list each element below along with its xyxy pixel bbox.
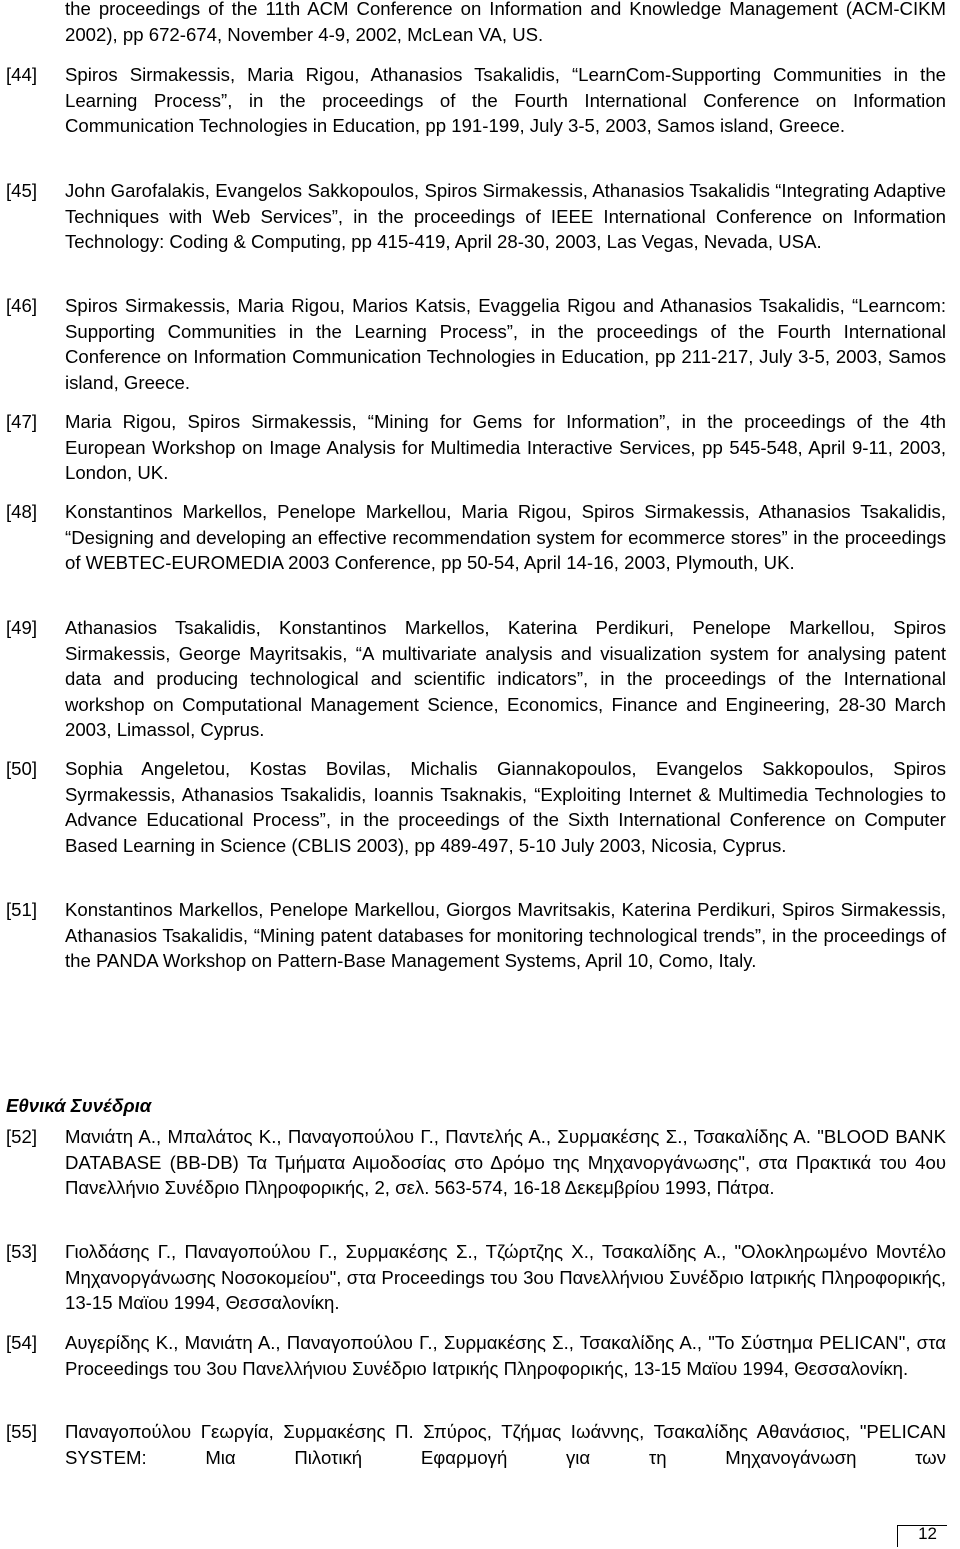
reference-text: Konstantinos Markellos, Penelope Markellou, Maria Rigou, Spiros Sirmakessis, Athanasios Tsakalidis, “Designing and developing an effective recommendation system for ecommerce stores” in the proceedings of WEBTEC-EUROMEDIA 2003 Conference, pp 50-54, April 14-16, 2003, Plymouth, UK.: [65, 501, 946, 573]
reference-number: [54]: [6, 1332, 38, 1353]
reference-number: [49]: [6, 617, 38, 638]
reference-text: Spiros Sirmakessis, Maria Rigou, Marios Katsis, Evaggelia Rigou and Athanasios Tsakalidis, “Learncom: Supporting Communities in the Learning Process”, in the proceedings of the Fourth International Conference on Information Communication Technologies in Education, pp 211-217, July 3-5, 2003, Samos island, Greece.: [65, 295, 946, 393]
page-number: 12: [918, 1524, 937, 1543]
page-number-box: [897, 1525, 947, 1547]
reference-number: [47]: [6, 411, 38, 432]
reference-text: Sophia Angeletou, Kostas Bovilas, Michalis Giannakopoulos, Evangelos Sakkopoulos, Spiros Syrmakessis, Athanasios Tsakalidis, Ioannis Tsaknakis, “Exploiting Internet & Multimedia Technologies to Advance Educational Process”, in the proceedings of the Sixth International Conference on Computer Based Learning in Science (CBLIS 2003), pp 489-497, 5-10 July 2003, Nicosia, Cyprus.: [65, 758, 946, 856]
reference-text: John Garofalakis, Evangelos Sakkopoulos, Spiros Sirmakessis, Athanasios Tsakalidis “Integrating Adaptive Techniques with Web Services”, in the proceedings of IEEE International Conference on Information Technology: Coding & Computing, pp 415-419, April 28-30, 2003, Las Vegas, Nevada, USA.: [65, 180, 946, 252]
reference-number: [51]: [6, 899, 38, 920]
reference-text: Konstantinos Markellos, Penelope Markellou, Giorgos Mavritsakis, Katerina Perdikuri, Spiros Sirmakessis, Athanasios Tsakalidis, “Mining patent databases for monitoring technological trends”, in the proceedings of the PANDA Workshop on Pattern-Base Management Systems, April 10, Como, Italy.: [65, 899, 946, 971]
reference-number: [45]: [6, 180, 38, 201]
reference-number: [52]: [6, 1126, 38, 1147]
reference-number: [48]: [6, 501, 38, 522]
reference-number: [44]: [6, 64, 38, 85]
reference-text: Γιολδάσης Γ., Παναγοπούλου Γ., Συρμακέσης Σ., Τζώρτζης Χ., Τσακαλίδης Α., "Ολοκληρωμένο Μοντέλο Μηχανοργάνωσης Νοσοκομείου", στα Proceedings του 3ου Πανελλήνιου Συνέδριο Ιατρικής Πληροφορικής, 13-15 Μαϊου 1994, Θεσσαλονίκη.: [65, 1241, 946, 1313]
reference-number: [46]: [6, 295, 38, 316]
reference-text: Παναγοπούλου Γεωργία, Συρμακέσης Π. Σπύρος, Τζήμας Ιωάννης, Τσακαλίδης Αθανάσιος, "PELICAN SYSTEM: Μια Πιλοτική Εφαρμογή για τη Μηχανογάνωση των: [65, 1421, 946, 1468]
reference-number: [55]: [6, 1421, 38, 1442]
reference-number: [50]: [6, 758, 38, 779]
reference-text: the proceedings of the 11th ACM Conference on Information and Knowledge Management (ACM-CIKM 2002), pp 672-674, November 4-9, 2002, McLean VA, US.: [65, 0, 946, 45]
reference-text: Athanasios Tsakalidis, Konstantinos Markellos, Katerina Perdikuri, Penelope Markellou, Spiros Sirmakessis, George Mayritsakis, “A multivariate analysis and visualization system for analysing patent data and producing technological and scientific indicators”, in the proceedings of the International workshop on Computational Management Science, Economics, Finance and Engineering, 28-30 March 2003, Limassol, Cyprus.: [65, 617, 946, 740]
reference-text: Spiros Sirmakessis, Maria Rigou, Athanasios Tsakalidis, “LearnCom-Supporting Communities in the Learning Process”, in the proceedings of the Fourth International Conference on Information Communication Technologies in Education, pp 191-199, July 3-5, 2003, Samos island, Greece.: [65, 64, 946, 136]
reference-text: Αυγερίδης Κ., Μανιάτη Α., Παναγοπούλου Γ., Συρμακέσης Σ., Τσακαλίδης Α., "Το Σύστημα PELICAN", στα Proceedings του 3ου Πανελλήνιου Συνέδριο Ιατρικής Πληροφορικής, 13-15 Μαϊου 1994, Θεσσαλονίκη.: [65, 1332, 946, 1379]
section-heading: Εθνικά Συνέδρια: [6, 1095, 152, 1116]
reference-text: Μανιάτη Α., Μπαλάτος Κ., Παναγοπούλου Γ., Παντελής Α., Συρμακέσης Σ., Τσακαλίδης Α. "BLOOD BANK DATABASE (BB-DB) Τα Τμήματα Αιμοδοσίας στο Δρόμο της Μηχανοργάνωσης", στα Πρακτικά του 4ου Πανελλήνιο Συνέδριο Πληροφορικής, 2, σελ. 563-574, 16-18 Δεκεμβρίου 1993, Πάτρα.: [65, 1126, 946, 1198]
reference-number: [53]: [6, 1241, 38, 1262]
reference-text: Maria Rigou, Spiros Sirmakessis, “Mining for Gems for Information”, in the proceedings of the 4th European Workshop on Image Analysis for Multimedia Interactive Services, pp 545-548, April 9-11, 2003, London, UK.: [65, 411, 946, 483]
